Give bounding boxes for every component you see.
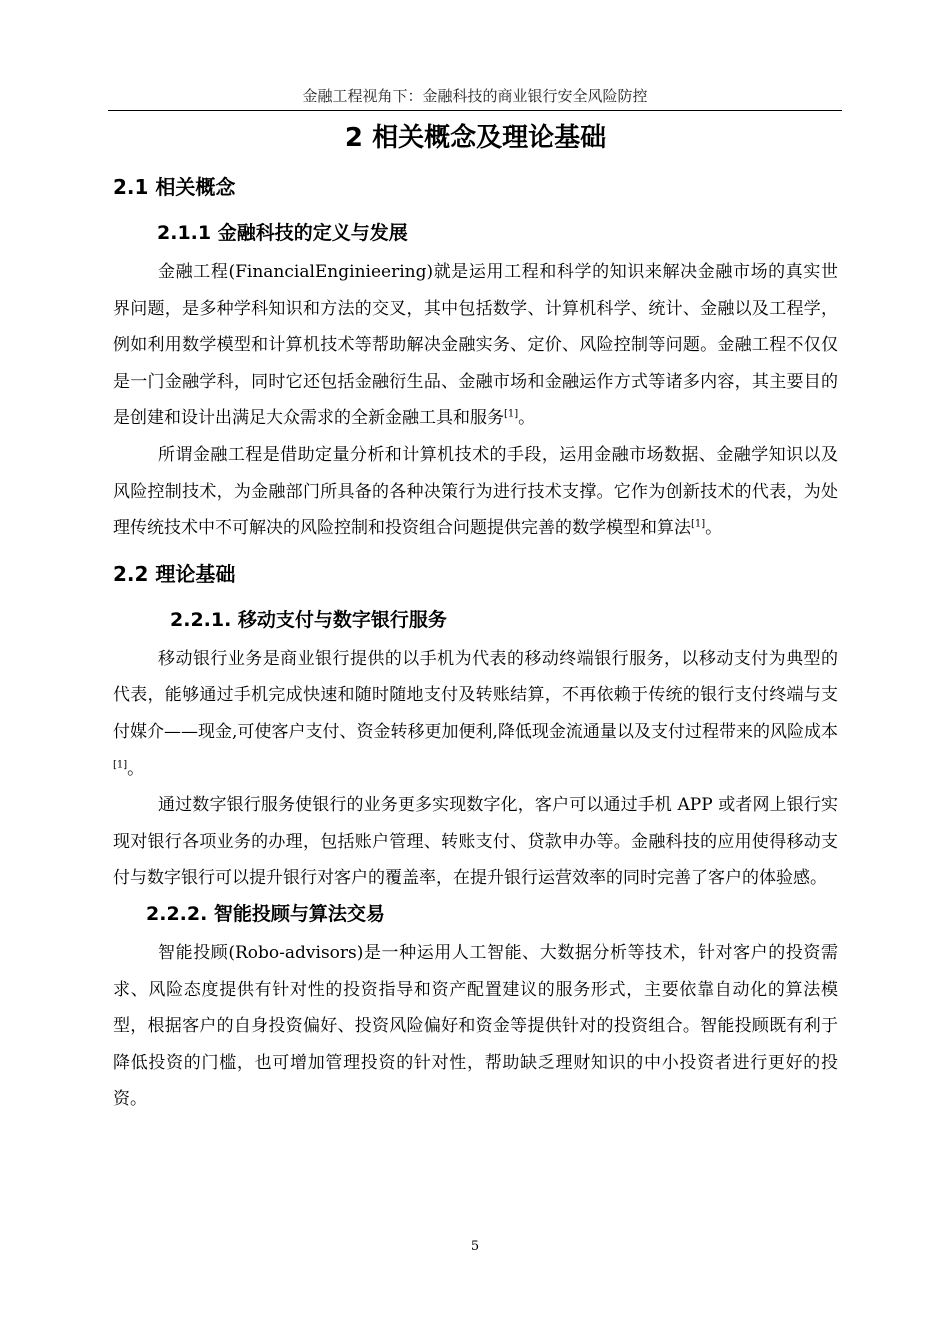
citation-ref[interactable]: [1] [504,408,519,420]
subsection-heading-2-1-1: 2.1.1 金融科技的定义与发展 [157,222,408,244]
running-header: 金融工程视角下：金融科技的商业银行安全风险防控 [302,87,648,105]
subsection-heading-2-2-1: 2.2.1. 移动支付与数字银行服务 [170,608,447,631]
citation-ref[interactable]: [1] [691,518,706,530]
paragraph: 智能投顾(Robo-advisors)是一种运用人工智能、大数据分析等技术，针对客户的投资需求、风险态度提供有针对性的投资指导和资产配置建议的服务形式，主要依靠自动化的算法模型，根据客户的自身投资偏好、投资风险偏好和资金等提供针对的投资组合。智能投顾既有利于降低投资的门槛，也可增加管理投资的针对性，帮助缺乏理财知识的中小投资者进行更好的投资。 [113,942,838,1110]
section-heading-2-2: 2.2 理论基础 [113,561,236,586]
paragraph: 金融工程(FinancialEnginieering)就是运用工程和科学的知识来解决金融市场的真实世界问题，是多种学科知识和方法的交叉，其中包括数学、计算机科学、统计、金融以及工程学，例如利用数学模型和计算机技术等帮助解决金融实务、定价、风险控制等问题。金融工程不仅仅是一门金融学科，同时它还包括金融衍生品、金融市场和金融运作方式等诸多内容，其主要目的是创建和设计出满足大众需求的全新金融工具和服务[1]。 [113,262,838,429]
paragraph: 所谓金融工程是借助定量分析和计算机技术的手段，运用金融市场数据、金融学知识以及风险控制技术，为金融部门所具备的各种决策行为进行技术支撑。它作为创新技术的代表，为处理传统技术中不可解决的风险控制和投资组合问题提供完善的数学模型和算法[1]。 [113,444,838,539]
chapter-title: 2 相关概念及理论基础 [344,123,607,153]
page-content [113,116,838,1118]
header-rule [108,110,842,111]
subsection-heading-2-2-2: 2.2.2. 智能投顾与算法交易 [146,902,385,925]
page-number: 5 [470,1239,480,1254]
citation-ref[interactable]: [1] [113,758,128,770]
paragraph: 通过数字银行服务使银行的业务更多实现数字化，客户可以通过手机 APP 或者网上银行实现对银行各项业务的办理，包括账户管理、转账支付、贷款申办等。金融科技的应用使得移动支付与数字银行可以提升银行对客户的覆盖率，在提升银行运营效率的同时完善了客户的体验感。 [113,795,838,889]
paragraph: 移动银行业务是商业银行提供的以手机为代表的移动终端银行服务，以移动支付为典型的代表，能够通过手机完成快速和随时随地支付及转账结算，不再依赖于传统的银行支付终端与支付媒介——现金,可使客户支付、资金转移更加便利,降低现金流通量以及支付过程带来的风险成本[1]。 [113,648,838,779]
section-heading-2-1: 2.1 相关概念 [113,175,236,199]
